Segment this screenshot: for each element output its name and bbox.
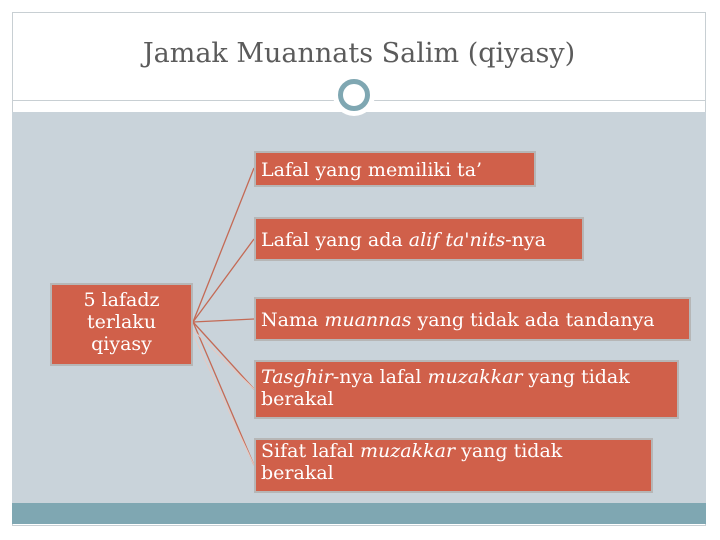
- branch-5-pre: Sifat lafal: [261, 440, 361, 462]
- branch-5-em: muzakkar: [360, 440, 456, 462]
- branch-4-em2: muzakkar: [427, 366, 523, 388]
- root-line-1: 5 lafadz: [83, 289, 160, 311]
- connector-5: [193, 322, 254, 465]
- connector-2: [193, 239, 254, 322]
- slide-title: Jamak Muannats Salim (qiyasy): [142, 38, 576, 69]
- branch-4-line2: berakal: [261, 388, 334, 410]
- branch-5-post: yang tidak: [455, 440, 563, 462]
- root-node: [50, 283, 193, 366]
- branch-node-5: [254, 438, 653, 493]
- branch-node-2: [254, 217, 584, 261]
- branch-3-em: muannas: [324, 309, 412, 331]
- branch-4-post: yang tidak: [522, 366, 630, 388]
- branch-node-3: [254, 297, 691, 341]
- branch-node-4: [254, 360, 679, 419]
- root-line-2: terlaku: [86, 311, 157, 333]
- connector-3: [193, 319, 254, 322]
- branch-2-pre: Lafal yang ada: [261, 229, 409, 251]
- root-line-3: qiyasy: [91, 333, 152, 355]
- branch-4-mid: -nya lafal: [332, 366, 428, 388]
- branch-4-em: Tasghir: [261, 366, 333, 388]
- branch-5-line2: berakal: [261, 462, 334, 484]
- connector-1: [193, 168, 254, 322]
- branch-3-pre: Nama: [261, 309, 325, 331]
- branch-1-text: Lafal yang memiliki ta’: [261, 159, 483, 181]
- connector-4: [193, 322, 254, 389]
- branch-2-em: alif ta'nits: [408, 229, 506, 251]
- branch-node-1: [254, 151, 536, 187]
- branch-3-post: yang tidak ada tandanya: [411, 309, 655, 331]
- branch-2-post: -nya: [505, 229, 546, 251]
